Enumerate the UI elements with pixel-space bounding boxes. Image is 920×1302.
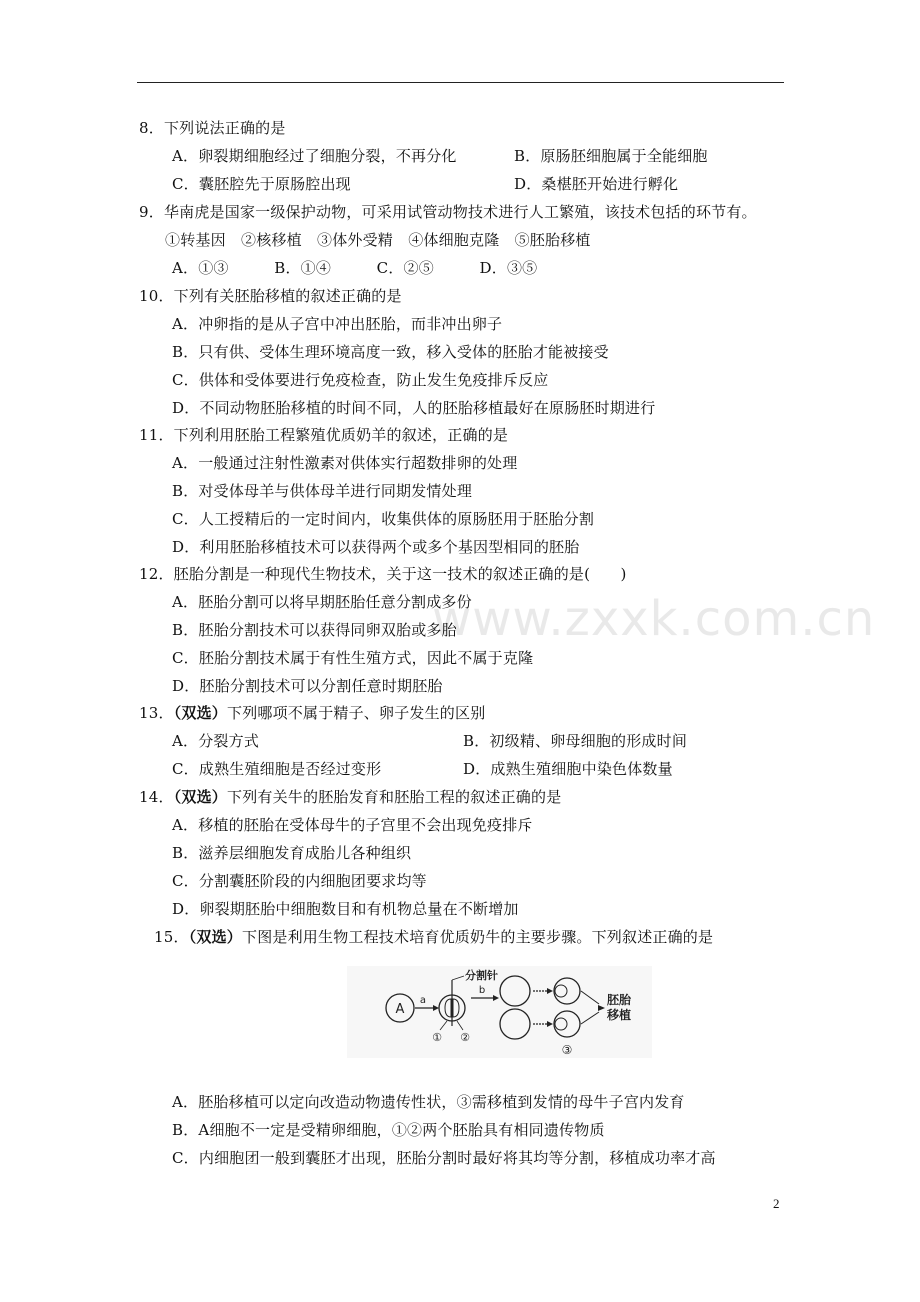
marker-2: ②: [460, 1031, 470, 1044]
q13-stem-line: [139, 703, 485, 723]
result-label-1: 胚胎: [607, 993, 632, 1007]
q15-stem: 下图是利用生物工程技术培育优质奶牛的主要步骤。下列叙述正确的是: [242, 928, 714, 946]
q8-option-a: A．卵裂期细胞经过了细胞分裂，不再分化: [172, 147, 457, 165]
q15-stem-line: [154, 927, 713, 947]
marker-1: ①: [432, 1031, 442, 1044]
q11-stem: 11．下列利用胚胎工程繁殖优质奶羊的叙述，正确的是: [139, 426, 509, 444]
header-rule: [137, 82, 784, 83]
q14-option-a: A．移植的胚胎在受体母牛的子宫里不会出现免疫排斥: [172, 816, 533, 834]
q9-options: A．①③ B．①④ C．②⑤ D．③⑤: [172, 259, 538, 277]
page-number: 2: [773, 1196, 780, 1211]
q8-option-c: C．囊胚腔先于原肠腔出现: [172, 175, 351, 193]
q13-number: 13．: [139, 704, 174, 722]
q11-option-c: C．人工授精后的一定时间内，收集供体的原肠胚用于胚胎分割: [172, 510, 595, 528]
q13-stem: 下列哪项不属于精子、卵子发生的区别: [227, 704, 486, 722]
q11-option-a: A．一般通过注射性激素对供体实行超数排卵的处理: [172, 454, 518, 472]
q10-stem: 10．下列有关胚胎移植的叙述正确的是: [139, 287, 402, 305]
q8-option-b: B．原肠胚细胞属于全能细胞: [514, 147, 708, 165]
q14-option-d: D．卵裂期胚胎中细胞数目和有机物总量在不断增加: [172, 900, 519, 918]
q13-option-a: A．分裂方式: [172, 732, 260, 750]
q10-option-c: C．供体和受体要进行免疫检查，防止发生免疫排斥反应: [172, 371, 549, 389]
q15-option-b: B．A细胞不一定是受精卵细胞，①②两个胚胎具有相同遗传物质: [172, 1121, 605, 1139]
q10-option-a: A．冲卵指的是从子宫中冲出胚胎，而非冲出卵子: [172, 315, 503, 333]
result-label-2: 移植: [607, 1008, 632, 1022]
q15-option-c: C．内细胞团一般到囊胚才出现，胚胎分割时最好将其均等分割，移植成功率才高: [172, 1149, 716, 1167]
q9-stem: 9．华南虎是国家一级保护动物，可采用试管动物技术进行人工繁殖，该技术包括的环节有。: [139, 203, 757, 221]
cell-a-label: A: [395, 1002, 405, 1017]
q14-option-c: C．分割囊胚阶段的内细胞团要求均等: [172, 872, 427, 890]
watermark: www.zxxk.com.cn: [432, 591, 876, 647]
q12-option-b: B．胚胎分割技术可以获得同卵双胎或多胎: [172, 621, 457, 639]
q13-tag: （双选）: [173, 704, 227, 722]
q12-option-d: D．胚胎分割技术可以分割任意时期胚胎: [172, 677, 443, 695]
q8-option-d: D．桑椹胚开始进行孵化: [514, 175, 679, 193]
needle-label: 分割针: [465, 969, 498, 982]
q14-option-b: B．滋养层细胞发育成胎儿各种组织: [172, 844, 412, 862]
q14-stem: 下列有关牛的胚胎发育和胚胎工程的叙述正确的是: [227, 788, 562, 806]
q11-option-d: D．利用胚胎移植技术可以获得两个或多个基因型相同的胚胎: [172, 538, 580, 556]
marker-3: ③: [561, 1043, 573, 1057]
q9-items: ①转基因 ②核移植 ③体外受精 ④体细胞克隆 ⑤胚胎移植: [165, 231, 591, 249]
q15-tag: （双选）: [188, 928, 242, 946]
q15-number: 15．: [154, 928, 189, 946]
embryo-splitting-diagram: [347, 966, 652, 1058]
q13-option-c: C．成熟生殖细胞是否经过变形: [172, 760, 382, 778]
q13-option-d: D．成熟生殖细胞中染色体数量: [463, 760, 673, 778]
q10-option-d: D．不同动物胚胎移植的时间不同，人的胚胎移植最好在原肠胚时期进行: [172, 399, 656, 417]
q8-stem: 8．下列说法正确的是: [139, 119, 286, 137]
q14-tag: （双选）: [173, 788, 227, 806]
q14-stem-line: [139, 787, 561, 807]
arrow-a-label: a: [419, 995, 427, 1006]
q13-option-b: B．初级精、卵母细胞的形成时间: [463, 732, 688, 750]
arrow-b-label: b: [478, 985, 486, 996]
q10-option-b: B．只有供、受体生理环境高度一致，移入受体的胚胎才能被接受: [172, 343, 609, 361]
q12-stem: 12．胚胎分割是一种现代生物技术，关于这一技术的叙述正确的是( ): [139, 565, 627, 583]
q12-option-c: C．胚胎分割技术属于有性生殖方式，因此不属于克隆: [172, 649, 534, 667]
q14-number: 14．: [139, 788, 174, 806]
q12-option-a: A．胚胎分割可以将早期胚胎任意分割成多份: [172, 593, 472, 611]
q11-option-b: B．对受体母羊与供体母羊进行同期发情处理: [172, 482, 473, 500]
q15-option-a: A．胚胎移植可以定向改造动物遗传性状，③需移植到发情的母牛子宫内发育: [172, 1093, 685, 1111]
